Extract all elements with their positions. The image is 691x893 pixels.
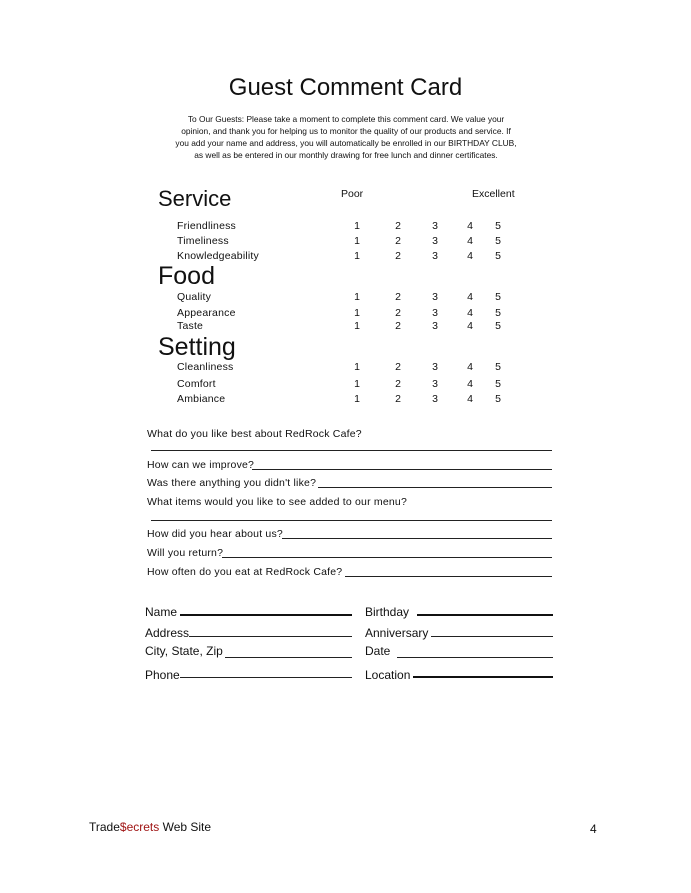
rating-option[interactable]: 5	[495, 235, 501, 247]
intro-line: as well as be entered in our monthly drawing for free lunch and dinner certificates.	[194, 150, 498, 160]
footer-brand-prefix: Trade	[89, 820, 120, 834]
field-label-birthday: Birthday	[365, 605, 410, 619]
intro-line: opinion, and thank you for helping us to monitor the quality of our products and service. If	[181, 126, 511, 136]
city-state-zip-field[interactable]	[225, 657, 352, 658]
rating-option[interactable]: 5	[495, 378, 501, 390]
field-label-phone: Phone	[145, 668, 180, 682]
answer-line[interactable]	[345, 576, 552, 577]
rating-option[interactable]: 5	[495, 361, 501, 373]
rating-option[interactable]: 1	[354, 250, 360, 262]
location-field[interactable]	[413, 676, 553, 678]
answer-line[interactable]	[151, 450, 552, 451]
rating-item-ambiance: Ambiance	[177, 393, 226, 405]
address-field[interactable]	[189, 636, 352, 637]
question-how-often: How often do you eat at RedRock Cafe?	[147, 566, 343, 578]
field-label-anniversary: Anniversary	[365, 626, 429, 640]
footer-brand-suffix: Web Site	[159, 820, 212, 834]
date-field[interactable]	[397, 657, 553, 658]
rating-item-friendliness: Friendliness	[177, 220, 237, 232]
question-hear-about-us: How did you hear about us?	[147, 528, 283, 540]
footer-brand	[89, 820, 211, 834]
rating-option[interactable]: 1	[354, 320, 360, 332]
rating-option[interactable]: 2	[395, 220, 401, 232]
question-didnt-like: Was there anything you didn't like?	[147, 477, 317, 489]
rating-option[interactable]: 1	[354, 220, 360, 232]
rating-option[interactable]: 1	[354, 235, 360, 247]
rating-option[interactable]: 2	[395, 378, 401, 390]
rating-item-timeliness: Timeliness	[177, 235, 229, 247]
rating-option[interactable]: 3	[432, 235, 438, 247]
rating-option[interactable]: 2	[395, 291, 401, 303]
rating-option[interactable]: 4	[467, 378, 473, 390]
field-label-city-state-zip: City, State, Zip	[145, 644, 223, 658]
rating-option[interactable]: 4	[467, 220, 473, 232]
rating-option[interactable]: 4	[467, 291, 473, 303]
birthday-field[interactable]	[417, 614, 553, 616]
rating-item-knowledgeability: Knowledgeability	[177, 250, 260, 262]
rating-option[interactable]: 5	[495, 220, 501, 232]
intro-line: you add your name and address, you will automatically be enrolled in our BIRTHDAY CLUB,	[175, 138, 517, 148]
intro-line: To Our Guests: Please take a moment to complete this comment card. We value your	[187, 114, 505, 124]
section-heading-food: Food	[158, 262, 215, 290]
field-label-name: Name	[145, 605, 178, 619]
rating-option[interactable]: 2	[395, 393, 401, 405]
rating-option[interactable]: 5	[495, 307, 501, 319]
rating-option[interactable]: 2	[395, 250, 401, 262]
rating-option[interactable]: 3	[432, 378, 438, 390]
rating-option[interactable]: 4	[467, 361, 473, 373]
intro-text	[150, 113, 542, 161]
rating-item-appearance: Appearance	[177, 307, 236, 319]
rating-option[interactable]: 1	[354, 361, 360, 373]
rating-item-taste: Taste	[177, 320, 204, 332]
rating-option[interactable]: 4	[467, 320, 473, 332]
rating-option[interactable]: 2	[395, 320, 401, 332]
rating-option[interactable]: 2	[395, 361, 401, 373]
field-label-date: Date	[365, 644, 391, 658]
card-title: Guest Comment Card	[228, 74, 463, 101]
rating-option[interactable]: 1	[354, 378, 360, 390]
rating-item-comfort: Comfort	[177, 378, 216, 390]
rating-item-cleanliness: Cleanliness	[177, 361, 234, 373]
rating-option[interactable]: 4	[467, 307, 473, 319]
rating-option[interactable]: 3	[432, 393, 438, 405]
anniversary-field[interactable]	[431, 636, 553, 637]
rating-option[interactable]: 1	[354, 307, 360, 319]
rating-option[interactable]: 3	[432, 307, 438, 319]
rating-option[interactable]: 5	[495, 250, 501, 262]
answer-line[interactable]	[222, 557, 552, 558]
section-heading-service: Service	[158, 186, 232, 211]
rating-option[interactable]: 4	[467, 250, 473, 262]
field-label-address: Address	[145, 626, 190, 640]
question-will-return: Will you return?	[147, 547, 224, 559]
field-label-location: Location	[365, 668, 411, 682]
answer-line[interactable]	[151, 520, 552, 521]
rating-option[interactable]: 4	[467, 393, 473, 405]
rating-item-quality: Quality	[177, 291, 212, 303]
rating-option[interactable]: 1	[354, 291, 360, 303]
rating-option[interactable]: 4	[467, 235, 473, 247]
page-number: 4	[590, 822, 597, 836]
scale-excellent-label: Excellent	[472, 188, 515, 200]
rating-option[interactable]: 3	[432, 220, 438, 232]
rating-option[interactable]: 3	[432, 320, 438, 332]
question-menu-additions: What items would you like to see added to our menu?	[147, 496, 408, 508]
answer-line[interactable]	[282, 538, 552, 539]
rating-option[interactable]: 3	[432, 361, 438, 373]
rating-option[interactable]: 5	[495, 320, 501, 332]
scale-poor-label: Poor	[341, 188, 364, 200]
rating-option[interactable]: 2	[395, 307, 401, 319]
name-field[interactable]	[180, 614, 352, 616]
footer-brand-accent: $ecrets	[119, 820, 160, 834]
question-improve: How can we improve?	[147, 459, 255, 471]
rating-option[interactable]: 3	[432, 250, 438, 262]
rating-option[interactable]: 3	[432, 291, 438, 303]
rating-option[interactable]: 1	[354, 393, 360, 405]
answer-line[interactable]	[318, 487, 552, 488]
rating-option[interactable]: 5	[495, 291, 501, 303]
rating-option[interactable]: 2	[395, 235, 401, 247]
rating-option[interactable]: 5	[495, 393, 501, 405]
section-heading-setting: Setting	[158, 333, 236, 361]
question-like-best: What do you like best about RedRock Cafe?	[147, 428, 362, 440]
answer-line[interactable]	[252, 469, 552, 470]
phone-field[interactable]	[180, 677, 352, 678]
